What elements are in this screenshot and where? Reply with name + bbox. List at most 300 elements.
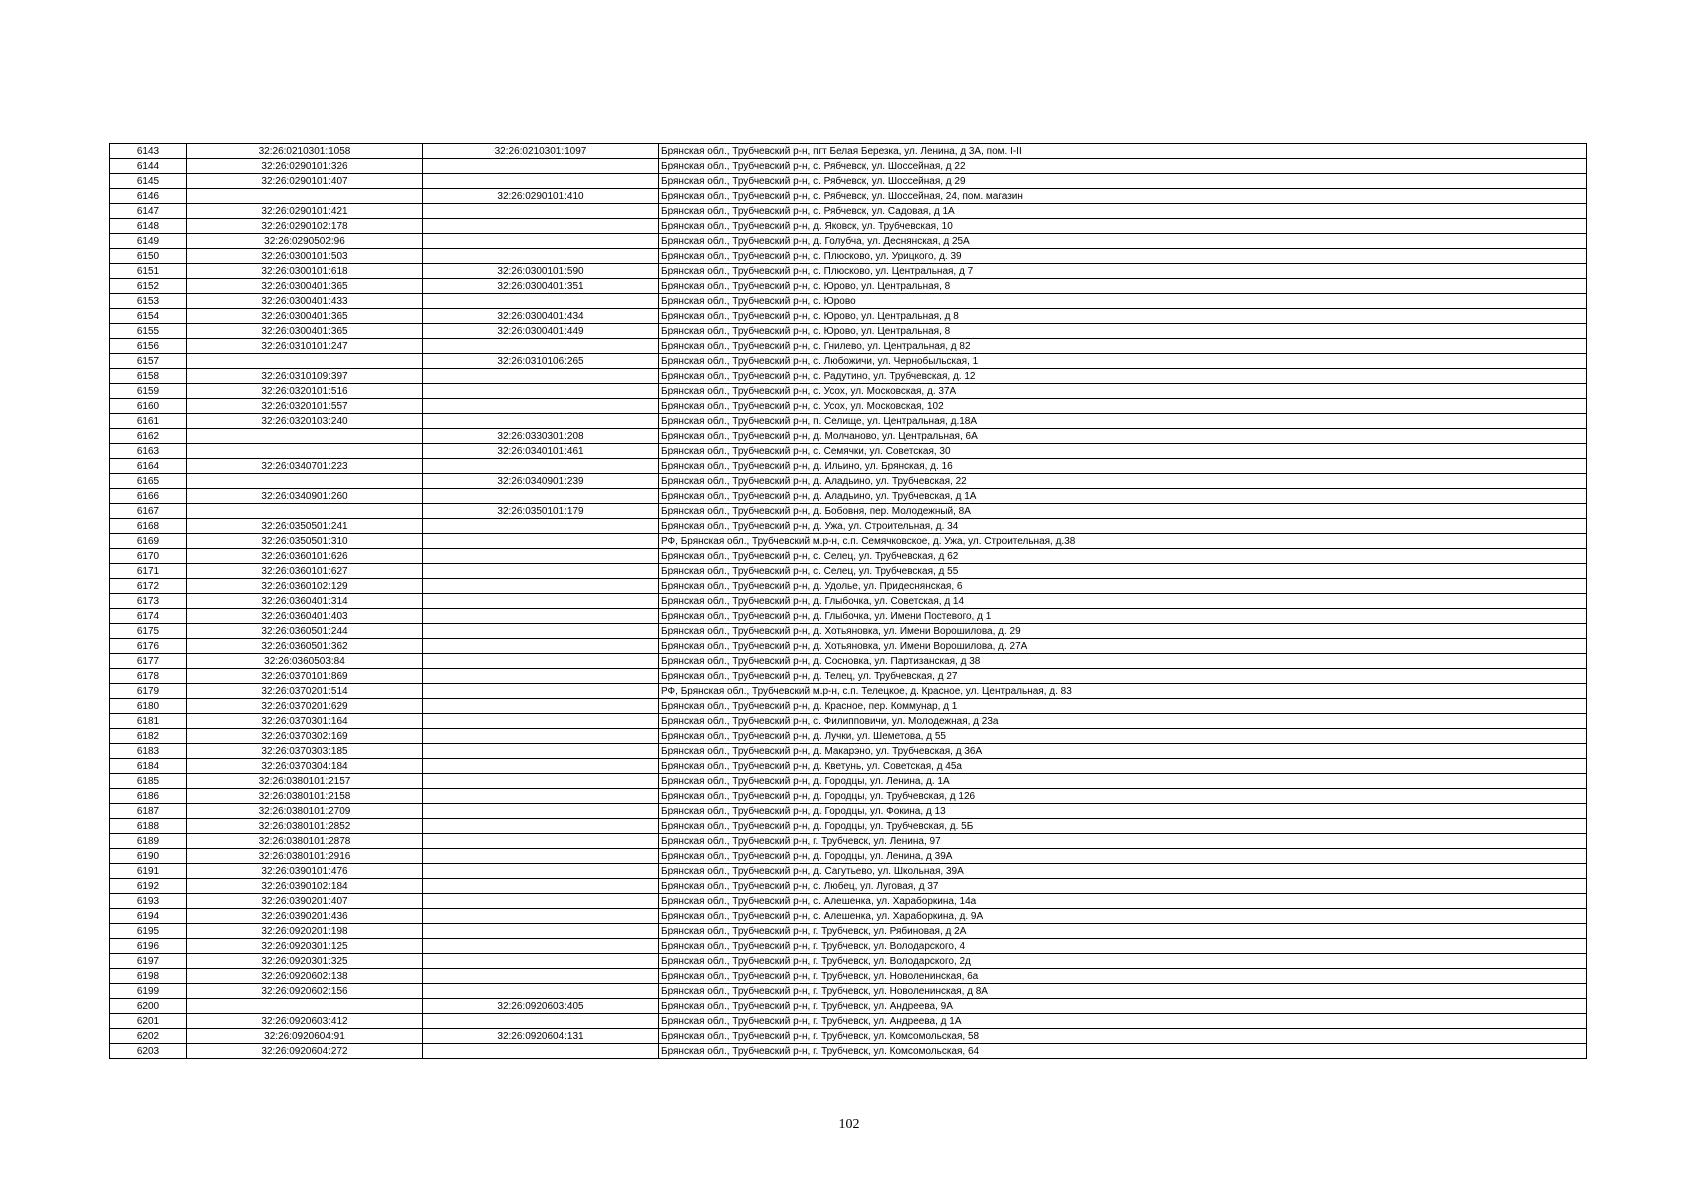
building-cadastral-number-cell: 32:26:0300101:590 [423, 264, 659, 279]
address-cell: Брянская обл., Трубчевский р-н, д. Молчаново, ул. Центральная, 6А [659, 429, 1587, 444]
address-cell: Брянская обл., Трубчевский р-н, д. Макарэно, ул. Трубчевская, д 36А [659, 744, 1587, 759]
building-cadastral-number-cell [423, 699, 659, 714]
row-number-cell: 6162 [110, 429, 187, 444]
cadastral-number-cell: 32:26:0340701:223 [187, 459, 423, 474]
address-cell: Брянская обл., Трубчевский р-н, пгт Белая Березка, ул. Ленина, д 3А, пом. I-II [659, 144, 1587, 159]
row-number-cell: 6151 [110, 264, 187, 279]
building-cadastral-number-cell: 32:26:0350101:179 [423, 504, 659, 519]
cadastral-number-cell [187, 999, 423, 1014]
building-cadastral-number-cell [423, 849, 659, 864]
table-row [110, 924, 1587, 939]
row-number-cell: 6202 [110, 1029, 187, 1044]
row-number-cell: 6170 [110, 549, 187, 564]
cadastral-number-cell: 32:26:0370301:164 [187, 714, 423, 729]
cadastral-number-cell: 32:26:0920602:138 [187, 969, 423, 984]
row-number-cell: 6158 [110, 369, 187, 384]
address-cell: Брянская обл., Трубчевский р-н, с. Юрово [659, 294, 1587, 309]
building-cadastral-number-cell [423, 174, 659, 189]
address-cell: Брянская обл., Трубчевский р-н, д. Городцы, ул. Трубчевская, д 126 [659, 789, 1587, 804]
address-cell: Брянская обл., Трубчевский р-н, г. Трубчевск, ул. Володарского, 2д [659, 954, 1587, 969]
table-row [110, 819, 1587, 834]
table-row [110, 954, 1587, 969]
address-cell: Брянская обл., Трубчевский р-н, д. Ужа, ул. Строительная, д. 34 [659, 519, 1587, 534]
table-row [110, 174, 1587, 189]
cadastral-number-cell: 32:26:0360401:403 [187, 609, 423, 624]
address-cell: Брянская обл., Трубчевский р-н, г. Трубчевск, ул. Рябиновая, д 2А [659, 924, 1587, 939]
table-row [110, 594, 1587, 609]
table-row [110, 264, 1587, 279]
address-cell: Брянская обл., Трубчевский р-н, г. Трубчевск, ул. Андреева, 9А [659, 999, 1587, 1014]
address-cell: Брянская обл., Трубчевский р-н, с. Усох, ул. Московская, 102 [659, 399, 1587, 414]
building-cadastral-number-cell [423, 864, 659, 879]
address-cell: Брянская обл., Трубчевский р-н, п. Селище, ул. Центральная, д.18А [659, 414, 1587, 429]
building-cadastral-number-cell [423, 984, 659, 999]
building-cadastral-number-cell [423, 1044, 659, 1059]
building-cadastral-number-cell [423, 204, 659, 219]
building-cadastral-number-cell [423, 684, 659, 699]
address-cell: Брянская обл., Трубчевский р-н, с. Гнилево, ул. Центральная, д 82 [659, 339, 1587, 354]
building-cadastral-number-cell: 32:26:0920604:131 [423, 1029, 659, 1044]
cadastral-number-cell: 32:26:0380101:2157 [187, 774, 423, 789]
cadastral-number-cell: 32:26:0390101:476 [187, 864, 423, 879]
row-number-cell: 6154 [110, 309, 187, 324]
building-cadastral-number-cell [423, 714, 659, 729]
building-cadastral-number-cell [423, 1014, 659, 1029]
cadastral-number-cell [187, 189, 423, 204]
table-row [110, 849, 1587, 864]
building-cadastral-number-cell: 32:26:0920603:405 [423, 999, 659, 1014]
address-cell: Брянская обл., Трубчевский р-н, с. Усох, ул. Московская, д. 37А [659, 384, 1587, 399]
address-cell: Брянская обл., Трубчевский р-н, с. Любожичи, ул. Чернобыльская, 1 [659, 354, 1587, 369]
building-cadastral-number-cell [423, 879, 659, 894]
page-number: 102 [838, 1117, 860, 1132]
row-number-cell: 6186 [110, 789, 187, 804]
cadastral-number-cell: 32:26:0350501:310 [187, 534, 423, 549]
row-number-cell: 6146 [110, 189, 187, 204]
row-number-cell: 6145 [110, 174, 187, 189]
building-cadastral-number-cell [423, 234, 659, 249]
table-row [110, 1014, 1587, 1029]
address-cell: Брянская обл., Трубчевский р-н, д. Глыбочка, ул. Советская, д 14 [659, 594, 1587, 609]
address-cell: Брянская обл., Трубчевский р-н, с. Радутино, ул. Трубчевская, д. 12 [659, 369, 1587, 384]
table-row [110, 414, 1587, 429]
cadastral-number-cell: 32:26:0360503:84 [187, 654, 423, 669]
table-row [110, 624, 1587, 639]
cadastral-number-cell: 32:26:0320101:516 [187, 384, 423, 399]
address-cell: Брянская обл., Трубчевский р-н, д. Городцы, ул. Ленина, д 39А [659, 849, 1587, 864]
address-cell: Брянская обл., Трубчевский р-н, г. Трубчевск, ул. Новоленинская, 6а [659, 969, 1587, 984]
table-row [110, 534, 1587, 549]
row-number-cell: 6152 [110, 279, 187, 294]
table-row [110, 549, 1587, 564]
row-number-cell: 6173 [110, 594, 187, 609]
address-cell: Брянская обл., Трубчевский р-н, с. Рябчевск, ул. Садовая, д 1А [659, 204, 1587, 219]
table-row [110, 474, 1587, 489]
address-cell: Брянская обл., Трубчевский р-н, с. Алешенка, ул. Хараборкина, 14а [659, 894, 1587, 909]
table-row [110, 834, 1587, 849]
table-row [110, 654, 1587, 669]
address-cell: Брянская обл., Трубчевский р-н, д. Хотьяновка, ул. Имени Ворошилова, д. 29 [659, 624, 1587, 639]
table-row [110, 909, 1587, 924]
building-cadastral-number-cell: 32:26:0330301:208 [423, 429, 659, 444]
address-cell: Брянская обл., Трубчевский р-н, д. Сагутьево, ул. Школьная, 39А [659, 864, 1587, 879]
building-cadastral-number-cell [423, 609, 659, 624]
table-row [110, 519, 1587, 534]
table-row [110, 459, 1587, 474]
row-number-cell: 6177 [110, 654, 187, 669]
row-number-cell: 6196 [110, 939, 187, 954]
cadastral-number-cell: 32:26:0300101:618 [187, 264, 423, 279]
cadastral-number-cell: 32:26:0920301:325 [187, 954, 423, 969]
building-cadastral-number-cell: 32:26:0300401:449 [423, 324, 659, 339]
cadastral-number-cell: 32:26:0370303:185 [187, 744, 423, 759]
address-cell: Брянская обл., Трубчевский р-н, с. Рябчевск, ул. Шоссейная, 24, пом. магазин [659, 189, 1587, 204]
cadastral-number-cell: 32:26:0360501:362 [187, 639, 423, 654]
row-number-cell: 6156 [110, 339, 187, 354]
cadastral-number-cell: 32:26:0920603:412 [187, 1014, 423, 1029]
address-cell: Брянская обл., Трубчевский р-н, с. Любец, ул. Луговая, д 37 [659, 879, 1587, 894]
address-cell: Брянская обл., Трубчевский р-н, с. Юрово, ул. Центральная, 8 [659, 279, 1587, 294]
cadastral-number-cell: 32:26:0290102:178 [187, 219, 423, 234]
address-cell: Брянская обл., Трубчевский р-н, д. Яковск, ул. Трубчевская, 10 [659, 219, 1587, 234]
address-cell: Брянская обл., Трубчевский р-н, д. Бобовня, пер. Молодежный, 8А [659, 504, 1587, 519]
row-number-cell: 6157 [110, 354, 187, 369]
row-number-cell: 6199 [110, 984, 187, 999]
cadastral-number-cell: 32:26:0300401:365 [187, 324, 423, 339]
building-cadastral-number-cell [423, 654, 659, 669]
property-table [109, 143, 1587, 1059]
address-cell: Брянская обл., Трубчевский р-н, д. Аладьино, ул. Трубчевская, 22 [659, 474, 1587, 489]
cadastral-number-cell: 32:26:0380101:2878 [187, 834, 423, 849]
building-cadastral-number-cell [423, 249, 659, 264]
row-number-cell: 6147 [110, 204, 187, 219]
building-cadastral-number-cell [423, 759, 659, 774]
building-cadastral-number-cell [423, 549, 659, 564]
cadastral-number-cell: 32:26:0390201:436 [187, 909, 423, 924]
address-cell: Брянская обл., Трубчевский р-н, д. Глыбочка, ул. Имени Постевого, д 1 [659, 609, 1587, 624]
row-number-cell: 6149 [110, 234, 187, 249]
table-row [110, 234, 1587, 249]
row-number-cell: 6167 [110, 504, 187, 519]
address-cell: Брянская обл., Трубчевский р-н, д. Красное, пер. Коммунар, д 1 [659, 699, 1587, 714]
cadastral-number-cell: 32:26:0290101:421 [187, 204, 423, 219]
row-number-cell: 6163 [110, 444, 187, 459]
address-cell: Брянская обл., Трубчевский р-н, г. Трубчевск, ул. Комсомольская, 58 [659, 1029, 1587, 1044]
address-cell: Брянская обл., Трубчевский р-н, д. Городцы, ул. Трубчевская, д. 5Б [659, 819, 1587, 834]
cadastral-number-cell: 32:26:0300401:365 [187, 309, 423, 324]
table-row [110, 939, 1587, 954]
row-number-cell: 6159 [110, 384, 187, 399]
address-cell: Брянская обл., Трубчевский р-н, г. Трубчевск, ул. Новоленинская, д 8А [659, 984, 1587, 999]
building-cadastral-number-cell [423, 219, 659, 234]
table-row [110, 294, 1587, 309]
cadastral-number-cell: 32:26:0920602:156 [187, 984, 423, 999]
table-row [110, 744, 1587, 759]
row-number-cell: 6171 [110, 564, 187, 579]
row-number-cell: 6184 [110, 759, 187, 774]
cadastral-number-cell: 32:26:0920604:272 [187, 1044, 423, 1059]
cadastral-number-cell: 32:26:0320101:557 [187, 399, 423, 414]
cadastral-number-cell: 32:26:0360501:244 [187, 624, 423, 639]
row-number-cell: 6176 [110, 639, 187, 654]
table-row [110, 714, 1587, 729]
address-cell: Брянская обл., Трубчевский р-н, д. Городцы, ул. Ленина, д. 1А [659, 774, 1587, 789]
table-row [110, 984, 1587, 999]
cadastral-number-cell: 32:26:0360102:129 [187, 579, 423, 594]
building-cadastral-number-cell: 32:26:0340901:239 [423, 474, 659, 489]
building-cadastral-number-cell [423, 489, 659, 504]
address-cell: Брянская обл., Трубчевский р-н, г. Трубчевск, ул. Комсомольская, 64 [659, 1044, 1587, 1059]
table-row [110, 609, 1587, 624]
cadastral-number-cell: 32:26:0370304:184 [187, 759, 423, 774]
cadastral-number-cell: 32:26:0370201:629 [187, 699, 423, 714]
table-row [110, 504, 1587, 519]
row-number-cell: 6180 [110, 699, 187, 714]
building-cadastral-number-cell: 32:26:0290101:410 [423, 189, 659, 204]
row-number-cell: 6191 [110, 864, 187, 879]
table-row [110, 729, 1587, 744]
table-row [110, 774, 1587, 789]
row-number-cell: 6175 [110, 624, 187, 639]
row-number-cell: 6192 [110, 879, 187, 894]
cadastral-number-cell: 32:26:0360101:626 [187, 549, 423, 564]
address-cell: Брянская обл., Трубчевский р-н, д. Хотьяновка, ул. Имени Ворошилова, д. 27А [659, 639, 1587, 654]
cadastral-number-cell: 32:26:0390102:184 [187, 879, 423, 894]
cadastral-number-cell: 32:26:0370302:169 [187, 729, 423, 744]
building-cadastral-number-cell [423, 369, 659, 384]
row-number-cell: 6166 [110, 489, 187, 504]
row-number-cell: 6183 [110, 744, 187, 759]
table-row [110, 399, 1587, 414]
table-row [110, 444, 1587, 459]
address-cell: Брянская обл., Трубчевский р-н, г. Трубчевск, ул. Ленина, 97 [659, 834, 1587, 849]
building-cadastral-number-cell [423, 939, 659, 954]
address-cell: Брянская обл., Трубчевский р-н, д. Лучки, ул. Шеметова, д 55 [659, 729, 1587, 744]
row-number-cell: 6172 [110, 579, 187, 594]
building-cadastral-number-cell [423, 399, 659, 414]
table-row [110, 1044, 1587, 1059]
row-number-cell: 6178 [110, 669, 187, 684]
table-row [110, 1029, 1587, 1044]
address-cell: Брянская обл., Трубчевский р-н, д. Аладьино, ул. Трубчевская, д 1А [659, 489, 1587, 504]
address-cell: Брянская обл., Трубчевский р-н, д. Голубча, ул. Деснянская, д 25А [659, 234, 1587, 249]
address-cell: РФ, Брянская обл., Трубчевский м.р-н, с.п. Телецкое, д. Красное, ул. Центральная, д. 83 [659, 684, 1587, 699]
address-cell: Брянская обл., Трубчевский р-н, с. Селец, ул. Трубчевская, д 62 [659, 549, 1587, 564]
table-row [110, 804, 1587, 819]
row-number-cell: 6168 [110, 519, 187, 534]
row-number-cell: 6195 [110, 924, 187, 939]
address-cell: Брянская обл., Трубчевский р-н, с. Рябчевск, ул. Шоссейная, д 22 [659, 159, 1587, 174]
address-cell: Брянская обл., Трубчевский р-н, д. Удолье, ул. Придеснянская, 6 [659, 579, 1587, 594]
building-cadastral-number-cell [423, 519, 659, 534]
cadastral-number-cell [187, 474, 423, 489]
row-number-cell: 6201 [110, 1014, 187, 1029]
cadastral-number-cell: 32:26:0290101:326 [187, 159, 423, 174]
address-cell: Брянская обл., Трубчевский р-н, с. Юрово, ул. Центральная, д 8 [659, 309, 1587, 324]
address-cell: Брянская обл., Трубчевский р-н, д. Городцы, ул. Фокина, д 13 [659, 804, 1587, 819]
building-cadastral-number-cell [423, 339, 659, 354]
address-cell: Брянская обл., Трубчевский р-н, с. Семячки, ул. Советская, 30 [659, 444, 1587, 459]
cadastral-number-cell: 32:26:0340901:260 [187, 489, 423, 504]
cadastral-number-cell: 32:26:0320103:240 [187, 414, 423, 429]
row-number-cell: 6193 [110, 894, 187, 909]
building-cadastral-number-cell [423, 669, 659, 684]
building-cadastral-number-cell [423, 594, 659, 609]
address-cell: Брянская обл., Трубчевский р-н, д. Телец, ул. Трубчевская, д 27 [659, 669, 1587, 684]
address-cell: Брянская обл., Трубчевский р-н, г. Трубчевск, ул. Володарского, 4 [659, 939, 1587, 954]
address-cell: РФ, Брянская обл., Трубчевский м.р-н, с.п. Семячковское, д. Ужа, ул. Строительная, д.38 [659, 534, 1587, 549]
row-number-cell: 6188 [110, 819, 187, 834]
cadastral-number-cell: 32:26:0210301:1058 [187, 144, 423, 159]
address-cell: Брянская обл., Трубчевский р-н, с. Юрово, ул. Центральная, 8 [659, 324, 1587, 339]
building-cadastral-number-cell [423, 384, 659, 399]
table-body [110, 144, 1587, 1059]
building-cadastral-number-cell: 32:26:0210301:1097 [423, 144, 659, 159]
cadastral-number-cell: 32:26:0290502:96 [187, 234, 423, 249]
row-number-cell: 6161 [110, 414, 187, 429]
table-row [110, 189, 1587, 204]
building-cadastral-number-cell [423, 789, 659, 804]
building-cadastral-number-cell [423, 579, 659, 594]
building-cadastral-number-cell [423, 159, 659, 174]
building-cadastral-number-cell [423, 459, 659, 474]
table-row [110, 669, 1587, 684]
cadastral-number-cell: 32:26:0380101:2158 [187, 789, 423, 804]
row-number-cell: 6143 [110, 144, 187, 159]
cadastral-number-cell: 32:26:0380101:2709 [187, 804, 423, 819]
cadastral-number-cell: 32:26:0300401:433 [187, 294, 423, 309]
cadastral-number-cell: 32:26:0300401:365 [187, 279, 423, 294]
building-cadastral-number-cell [423, 729, 659, 744]
row-number-cell: 6160 [110, 399, 187, 414]
building-cadastral-number-cell [423, 819, 659, 834]
row-number-cell: 6144 [110, 159, 187, 174]
row-number-cell: 6190 [110, 849, 187, 864]
cadastral-number-cell: 32:26:0380101:2916 [187, 849, 423, 864]
table-row [110, 684, 1587, 699]
building-cadastral-number-cell [423, 804, 659, 819]
cadastral-number-cell: 32:26:0370201:514 [187, 684, 423, 699]
table-row [110, 894, 1587, 909]
table-row [110, 789, 1587, 804]
cadastral-number-cell [187, 504, 423, 519]
cadastral-number-cell: 32:26:0360401:314 [187, 594, 423, 609]
building-cadastral-number-cell [423, 909, 659, 924]
address-cell: Брянская обл., Трубчевский р-н, с. Плюсково, ул. Центральная, д 7 [659, 264, 1587, 279]
table-row [110, 324, 1587, 339]
row-number-cell: 6194 [110, 909, 187, 924]
address-cell: Брянская обл., Трубчевский р-н, с. Алешенка, ул. Хараборкина, д. 9А [659, 909, 1587, 924]
table-row [110, 384, 1587, 399]
table-row [110, 339, 1587, 354]
row-number-cell: 6150 [110, 249, 187, 264]
row-number-cell: 6179 [110, 684, 187, 699]
table-row [110, 759, 1587, 774]
building-cadastral-number-cell [423, 639, 659, 654]
cadastral-number-cell: 32:26:0300101:503 [187, 249, 423, 264]
cadastral-number-cell: 32:26:0290101:407 [187, 174, 423, 189]
table-row [110, 159, 1587, 174]
building-cadastral-number-cell [423, 294, 659, 309]
building-cadastral-number-cell: 32:26:0300401:351 [423, 279, 659, 294]
building-cadastral-number-cell [423, 924, 659, 939]
address-cell: Брянская обл., Трубчевский р-н, с. Плюсково, ул. Урицкого, д. 39 [659, 249, 1587, 264]
table-row [110, 249, 1587, 264]
building-cadastral-number-cell [423, 414, 659, 429]
cadastral-number-cell: 32:26:0360101:627 [187, 564, 423, 579]
address-cell: Брянская обл., Трубчевский р-н, с. Филипповичи, ул. Молодежная, д 23а [659, 714, 1587, 729]
table-row [110, 489, 1587, 504]
row-number-cell: 6203 [110, 1044, 187, 1059]
cadastral-number-cell: 32:26:0920301:125 [187, 939, 423, 954]
row-number-cell: 6164 [110, 459, 187, 474]
row-number-cell: 6148 [110, 219, 187, 234]
building-cadastral-number-cell [423, 894, 659, 909]
row-number-cell: 6189 [110, 834, 187, 849]
building-cadastral-number-cell [423, 954, 659, 969]
row-number-cell: 6155 [110, 324, 187, 339]
building-cadastral-number-cell [423, 774, 659, 789]
building-cadastral-number-cell [423, 744, 659, 759]
row-number-cell: 6198 [110, 969, 187, 984]
table-row [110, 864, 1587, 879]
building-cadastral-number-cell [423, 534, 659, 549]
row-number-cell: 6200 [110, 999, 187, 1014]
cadastral-number-cell: 32:26:0350501:241 [187, 519, 423, 534]
table-row [110, 279, 1587, 294]
row-number-cell: 6182 [110, 729, 187, 744]
table-row [110, 639, 1587, 654]
row-number-cell: 6153 [110, 294, 187, 309]
cadastral-number-cell: 32:26:0920201:198 [187, 924, 423, 939]
table-row [110, 429, 1587, 444]
cadastral-number-cell: 32:26:0380101:2852 [187, 819, 423, 834]
row-number-cell: 6165 [110, 474, 187, 489]
table-row [110, 219, 1587, 234]
table-row [110, 969, 1587, 984]
row-number-cell: 6185 [110, 774, 187, 789]
row-number-cell: 6169 [110, 534, 187, 549]
building-cadastral-number-cell [423, 834, 659, 849]
table-row [110, 309, 1587, 324]
table-row [110, 144, 1587, 159]
address-cell: Брянская обл., Трубчевский р-н, д. Сосновка, ул. Партизанская, д 38 [659, 654, 1587, 669]
address-cell: Брянская обл., Трубчевский р-н, с. Рябчевск, ул. Шоссейная, д 29 [659, 174, 1587, 189]
table-row [110, 579, 1587, 594]
row-number-cell: 6197 [110, 954, 187, 969]
table-row [110, 699, 1587, 714]
cadastral-number-cell: 32:26:0920604:91 [187, 1029, 423, 1044]
address-cell: Брянская обл., Трубчевский р-н, д. Кветунь, ул. Советская, д 45а [659, 759, 1587, 774]
cadastral-number-cell [187, 444, 423, 459]
table-row [110, 999, 1587, 1014]
table-row [110, 204, 1587, 219]
building-cadastral-number-cell: 32:26:0310106:265 [423, 354, 659, 369]
building-cadastral-number-cell [423, 624, 659, 639]
cadastral-number-cell: 32:26:0370101:869 [187, 669, 423, 684]
row-number-cell: 6174 [110, 609, 187, 624]
cadastral-number-cell [187, 354, 423, 369]
building-cadastral-number-cell [423, 564, 659, 579]
cadastral-number-cell: 32:26:0390201:407 [187, 894, 423, 909]
row-number-cell: 6181 [110, 714, 187, 729]
address-cell: Брянская обл., Трубчевский р-н, с. Селец, ул. Трубчевская, д 55 [659, 564, 1587, 579]
building-cadastral-number-cell: 32:26:0300401:434 [423, 309, 659, 324]
cadastral-number-cell [187, 429, 423, 444]
address-cell: Брянская обл., Трубчевский р-н, г. Трубчевск, ул. Андреева, д 1А [659, 1014, 1587, 1029]
table-row [110, 564, 1587, 579]
table-row [110, 369, 1587, 384]
